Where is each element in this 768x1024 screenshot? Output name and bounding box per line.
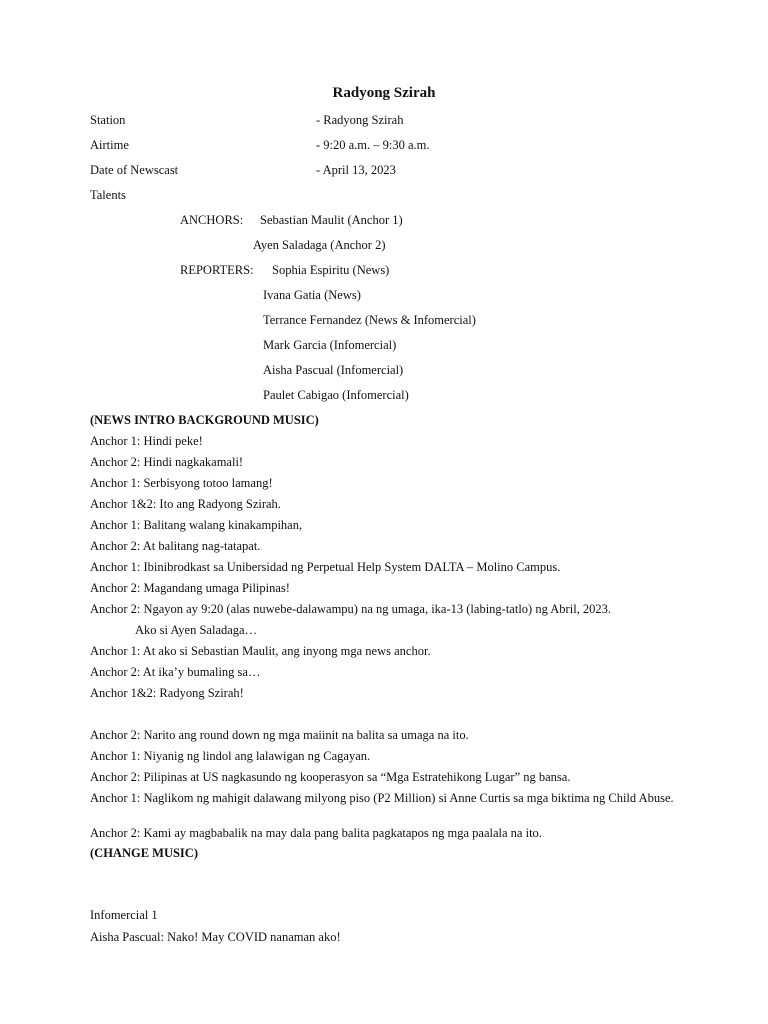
script-line: Anchor 1: Ibinibrodkast sa Unibersidad ng Perpetual Help System DALTA – Molino Campus. xyxy=(90,560,561,574)
reporter-2-name: Ivana Gatia (News) xyxy=(263,288,361,302)
script-line: Anchor 2: Magandang umaga Pilipinas! xyxy=(90,581,290,595)
reporter-6-name: Paulet Cabigao (Infomercial) xyxy=(263,388,409,402)
script-line-continued: Ako si Ayen Saladaga… xyxy=(135,623,258,637)
script-line: Anchor 1: Balitang walang kinakampihan, xyxy=(90,518,303,532)
anchors-label: ANCHORS: xyxy=(180,213,244,227)
script-line: Anchor 2: Kami ay magbabalik na may dala pang balita pagkatapos ng mga paalala na ito. xyxy=(90,826,542,840)
reporter-3-name: Terrance Fernandez (News & Infomercial) xyxy=(263,313,476,327)
anchor-1-name: Sebastian Maulit (Anchor 1) xyxy=(260,213,403,227)
script-line: Anchor 1&2: Ito ang Radyong Szirah. xyxy=(90,497,281,511)
reporter-5-name: Aisha Pascual (Infomercial) xyxy=(263,363,404,377)
script-line: Anchor 1: At ako si Sebastian Maulit, ang inyong mga news anchor. xyxy=(90,644,431,658)
station-label: Station xyxy=(90,113,126,127)
script-line: Anchor 2: Narito ang round down ng mga maiinit na balita sa umaga na ito. xyxy=(90,728,469,742)
reporter-4-name: Mark Garcia (Infomercial) xyxy=(263,338,397,352)
script-line: Anchor 2: Hindi nagkakamali! xyxy=(90,455,244,469)
document-title: Radyong Szirah xyxy=(332,85,436,101)
infomercial-title: Infomercial 1 xyxy=(90,908,158,922)
script-line: Anchor 2: At ika’y bumaling sa… xyxy=(90,665,261,679)
airtime-label: Airtime xyxy=(90,138,129,152)
script-line: Anchor 2: At balitang nag-tatapat. xyxy=(90,539,261,553)
script-line: Anchor 1: Hindi peke! xyxy=(90,434,203,448)
reporters-label: REPORTERS: xyxy=(180,263,254,277)
date-label: Date of Newscast xyxy=(90,163,179,177)
script-line: Anchor 2: Ngayon ay 9:20 (alas nuwebe-dalawampu) na ng umaga, ika-13 (labing-tatlo) ng Abril, 2023. xyxy=(90,602,612,616)
change-music-cue: (CHANGE MUSIC) xyxy=(90,846,198,860)
script-line: Anchor 1&2: Radyong Szirah! xyxy=(90,686,244,700)
anchor-2-name: Ayen Saladaga (Anchor 2) xyxy=(253,238,386,252)
airtime-value: - 9:20 a.m. – 9:30 a.m. xyxy=(316,138,430,152)
reporter-1-name: Sophia Espiritu (News) xyxy=(272,263,390,277)
script-line: Aisha Pascual: Nako! May COVID nanaman ako! xyxy=(90,930,341,944)
talents-label: Talents xyxy=(90,188,126,202)
intro-music-cue: (NEWS INTRO BACKGROUND MUSIC) xyxy=(90,413,319,427)
script-line: Anchor 1: Serbisyong totoo lamang! xyxy=(90,476,273,490)
date-value: - April 13, 2023 xyxy=(316,163,396,177)
script-line: Anchor 2: Pilipinas at US nagkasundo ng kooperasyon sa “Mga Estratehikong Lugar” ng bansa. xyxy=(90,770,571,784)
station-value: - Radyong Szirah xyxy=(316,113,404,127)
script-line: Anchor 1: Niyanig ng lindol ang lalawigan ng Cagayan. xyxy=(90,749,371,763)
script-line-wrapped: Anchor 1: Naglikom ng mahigit dalawang milyong piso (P2 Million) si Anne Curtis sa mga biktima ng Child Abuse. xyxy=(90,791,674,805)
